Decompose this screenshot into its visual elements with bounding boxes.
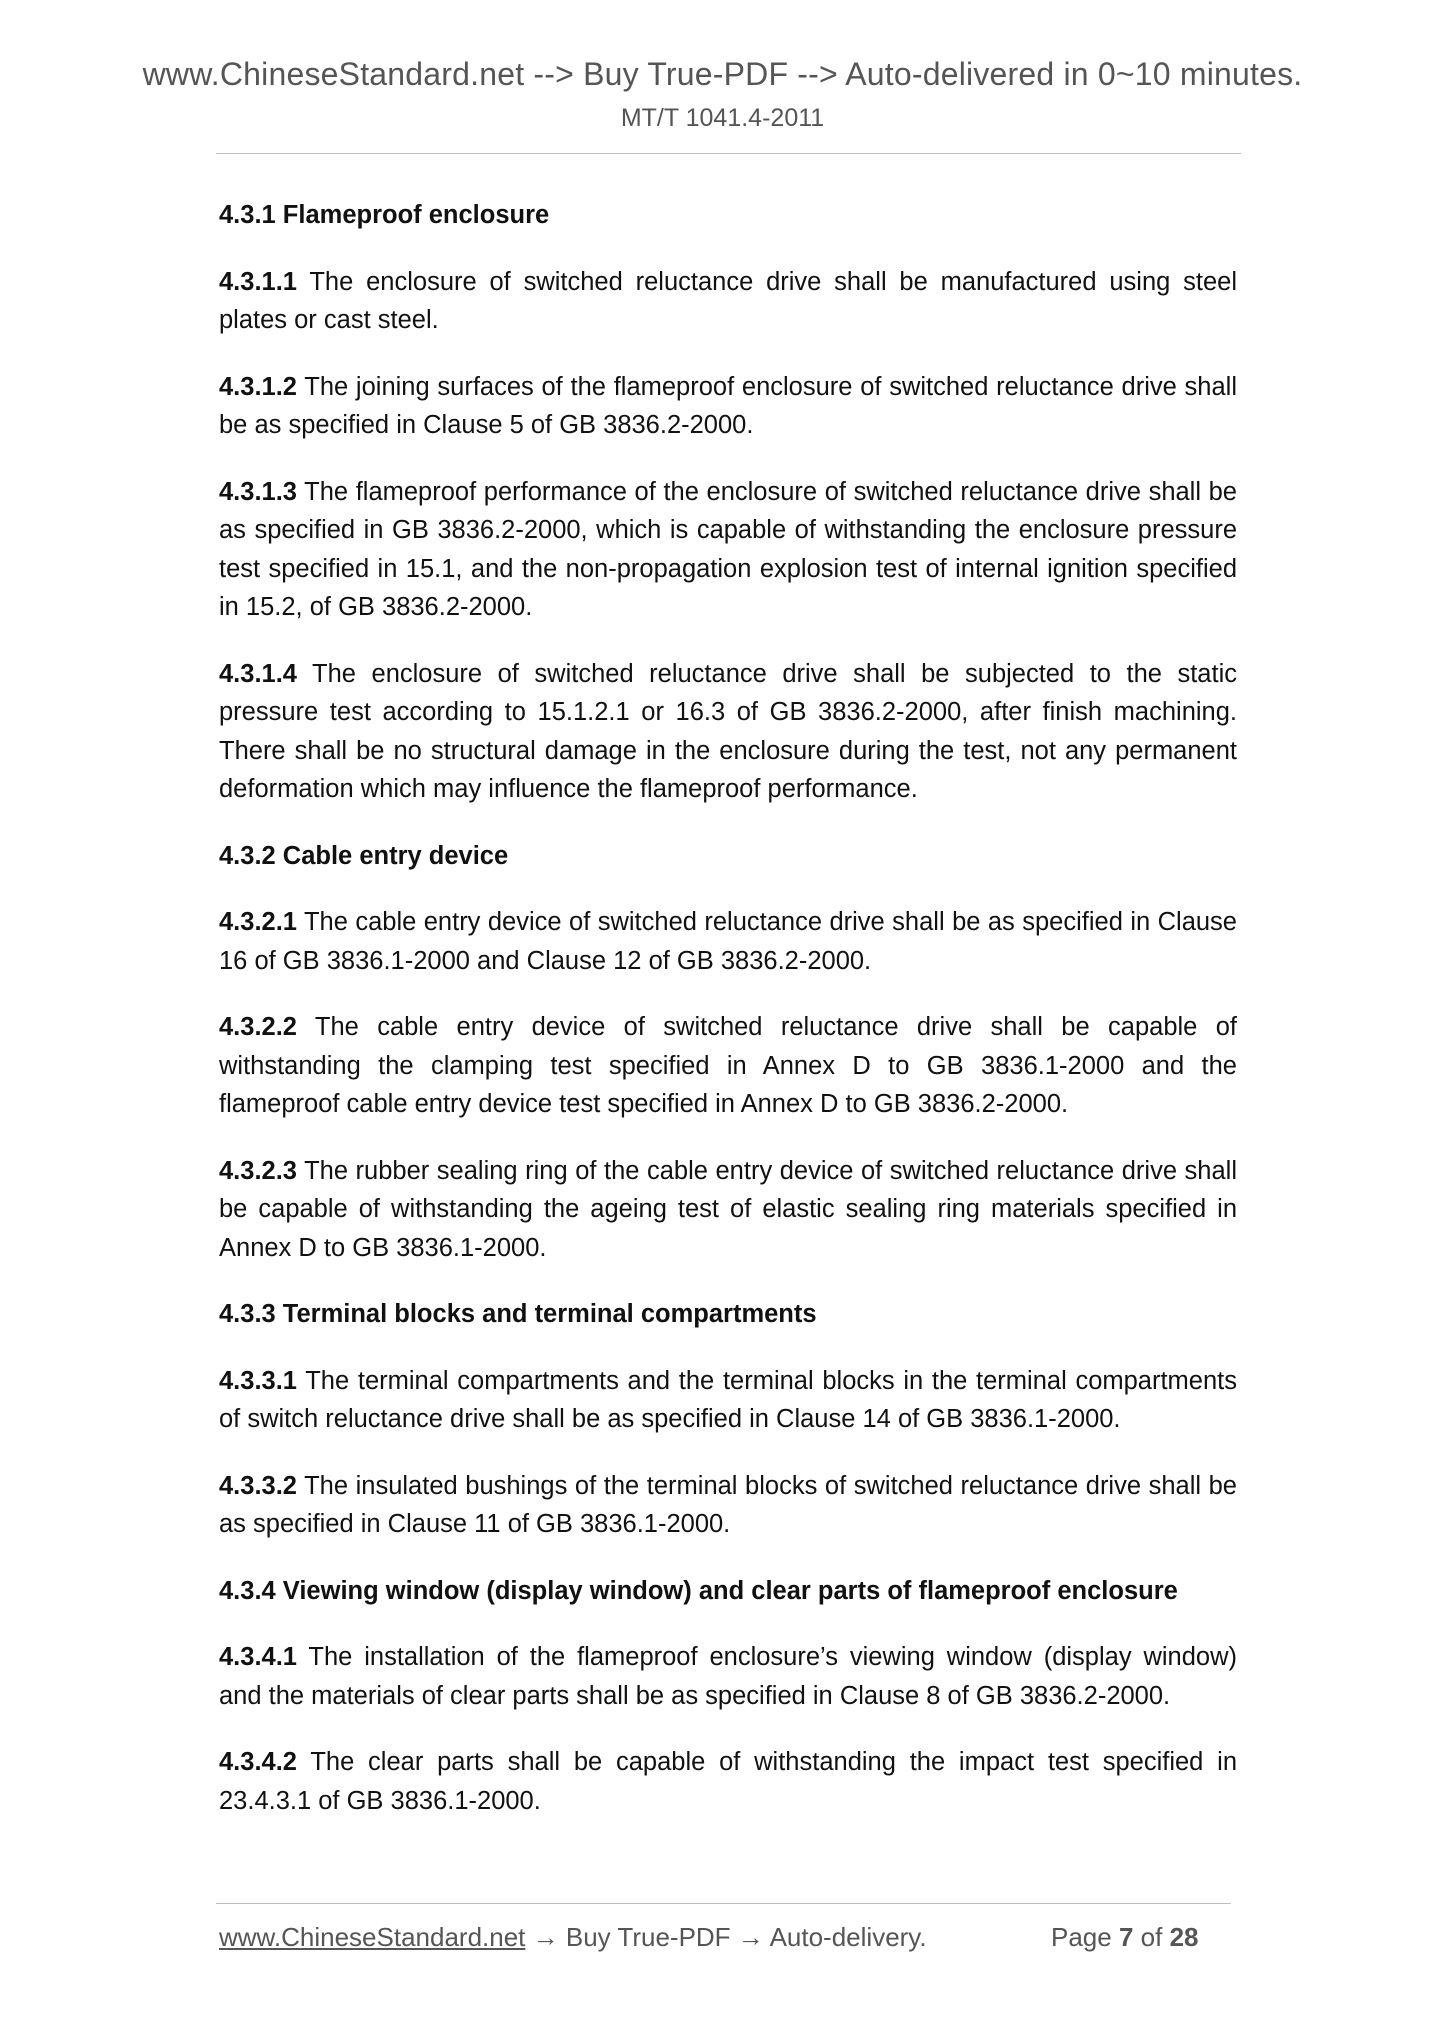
section-heading: 4.3.3 Terminal blocks and terminal compartments: [219, 1300, 817, 1328]
clause-number: 4.3.1.1: [219, 267, 297, 296]
clause-text: The enclosure of switched reluctance drive shall be subjected to the static pressure test according to 15.1.2.1 or 16.3 of GB 3836.2-2000, after finish machining. There shall be no structural damage in the enclosure during the test, not any permanent deformation which may influence the flameproof performance.: [219, 659, 1237, 803]
clause-text: The clear parts shall be capable of withstanding the impact test specified in 23.4.3.1 of GB 3836.1-2000.: [219, 1748, 1237, 1815]
clause-text: The installation of the flameproof enclosure’s viewing window (display window) and the materials of clear parts shall be as specified in Clause 8 of GB 3836.2-2000.: [219, 1643, 1237, 1710]
footer-divider: [216, 1903, 1231, 1904]
clause: [219, 1467, 1237, 1544]
clause: [219, 655, 1237, 809]
clause: [219, 473, 1237, 627]
of-label: of: [1133, 1922, 1170, 1952]
clause-text: The joining surfaces of the flameproof enclosure of switched reluctance drive shall be as specified in Clause 5 of GB 3836.2-2000.: [219, 372, 1237, 439]
footer-link[interactable]: www.ChineseStandard.net: [219, 1922, 526, 1952]
footer-promo: [219, 1922, 927, 1953]
clause: [219, 1743, 1237, 1820]
clause-number: 4.3.4.2: [219, 1748, 297, 1776]
document-body: [219, 196, 1237, 1848]
clause-text: The cable entry device of switched reluctance drive shall be capable of withstanding the clamping test specified in Annex D to GB 3836.1-2000 and the flameproof cable entry device test specified in Annex D to GB 3836.2-2000.: [219, 1013, 1237, 1118]
section-heading: 4.3.1 Flameproof enclosure: [219, 201, 550, 229]
clause-text: The enclosure of switched reluctance drive shall be manufactured using steel plates or cast steel.: [219, 267, 1237, 334]
page-indicator: [1051, 1922, 1198, 1953]
header-banner: www.ChineseStandard.net --> Buy True-PDF --> Auto-delivered in 0~10 minutes.: [142, 56, 1303, 92]
clause-text: The insulated bushings of the terminal blocks of switched reluctance drive shall be as specified in Clause 11 of GB 3836.1-2000.: [219, 1471, 1237, 1538]
total-pages: 28: [1169, 1922, 1199, 1952]
clause: [219, 1638, 1237, 1715]
clause-text: The rubber sealing ring of the cable entry device of switched reluctance drive shall be capable of withstanding the ageing test of elastic sealing ring materials specified in Annex D to GB 3836.1-2000.: [219, 1156, 1237, 1262]
clause-text: The cable entry device of switched reluctance drive shall be as specified in Clause 16 of GB 3836.1-2000 and Clause 12 of GB 3836.2-2000.: [219, 908, 1237, 975]
section-heading: 4.3.2 Cable entry device: [219, 841, 509, 870]
page-label: Page: [1051, 1922, 1119, 1952]
clause-text: The flameproof performance of the enclosure of switched reluctance drive shall be as specified in GB 3836.2-2000, which is capable of withstanding the enclosure pressure test specified in 15.1, and the non-propagation explosion test of internal ignition specified in 15.2, of GB 3836.2-2000.: [219, 477, 1237, 621]
clause-number: 4.3.3.2: [219, 1471, 297, 1500]
standard-code: MT/T 1041.4-2011: [620, 104, 825, 132]
clause-text: The terminal compartments and the terminal blocks in the terminal compartments of switch reluctance drive shall be as specified in Clause 14 of GB 3836.1-2000.: [219, 1366, 1237, 1433]
page-number: 7: [1118, 1922, 1134, 1952]
clause-number: 4.3.4.1: [219, 1643, 297, 1671]
clause-number: 4.3.2.1: [219, 908, 297, 936]
clause: [219, 903, 1237, 980]
clause: [219, 263, 1237, 340]
header-divider: [216, 153, 1241, 154]
clause-number: 4.3.1.3: [219, 477, 297, 506]
clause-number: 4.3.1.2: [219, 372, 297, 401]
clause-number: 4.3.2.3: [219, 1156, 297, 1185]
footer-tagline: → Buy True-PDF → Auto-delivery.: [525, 1922, 927, 1952]
clause: [219, 1362, 1237, 1439]
section-heading: 4.3.4 Viewing window (display window) and clear parts of flameproof enclosure: [219, 1576, 1178, 1605]
clause-number: 4.3.2.2: [219, 1013, 297, 1041]
clause-number: 4.3.1.4: [219, 659, 297, 688]
clause: [219, 1008, 1237, 1124]
clause: [219, 368, 1237, 445]
clause: [219, 1152, 1237, 1268]
clause-number: 4.3.3.1: [219, 1366, 297, 1395]
